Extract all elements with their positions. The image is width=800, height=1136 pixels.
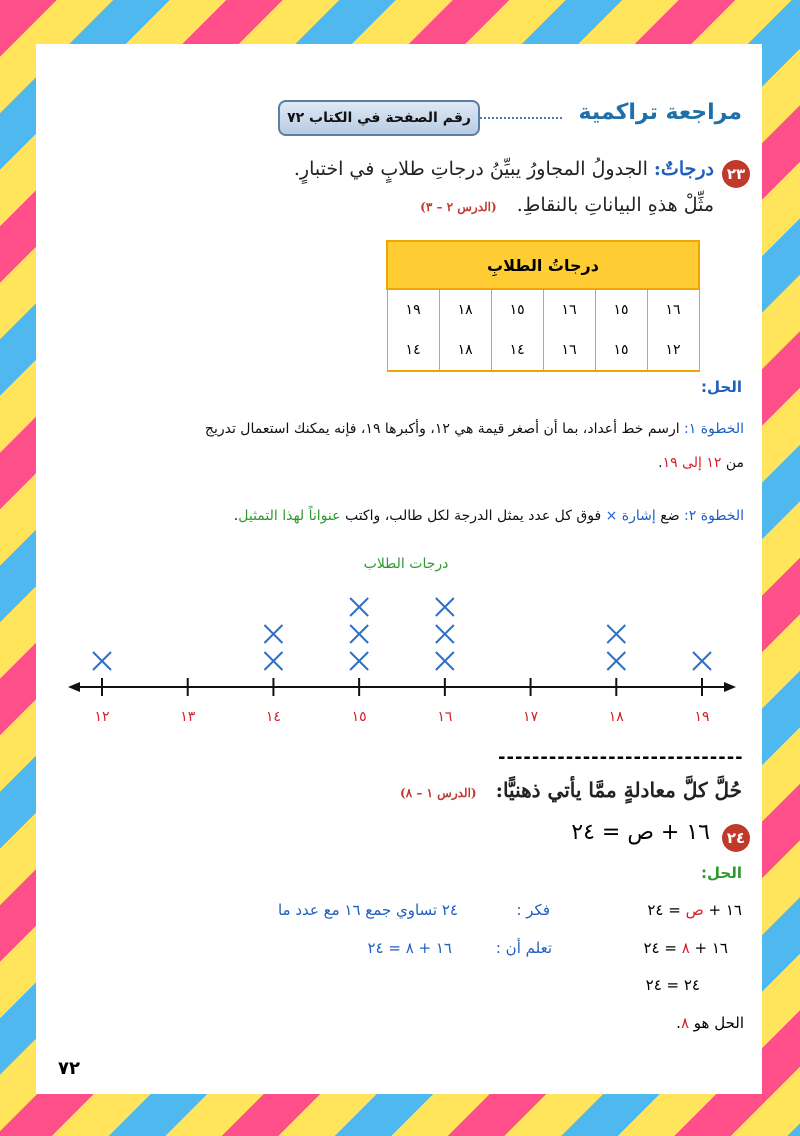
tick-label: ١٥ <box>351 709 367 725</box>
q24-lesson-reference: (الدرس ١ – ٨) <box>400 786 477 800</box>
eq-step-1-var: ص <box>685 901 704 919</box>
think-text: ٢٤ تساوي جمع ١٦ مع عدد ما <box>277 901 458 919</box>
eq-step-2 <box>643 939 728 957</box>
data-point-x-mark <box>350 625 368 643</box>
q24-instruction: حُلَّ كلَّ معادلةٍ ممَّا يأتي ذهنيًّا: <box>495 778 742 802</box>
tick-label: ١٨ <box>608 709 624 725</box>
question-text-1: الجدولُ المجاورُ يبيِّنُ درجاتِ طلابٍ في اختبارٍ. <box>293 158 648 180</box>
question-number-badge: ٢٤ <box>722 824 750 852</box>
table-row <box>387 289 699 330</box>
eq-step-3: ٢٤ = ٢٤ <box>645 976 700 994</box>
eq-step-2-a: ١٦ + <box>694 939 728 957</box>
title-dotted-leader <box>476 117 562 119</box>
worksheet-page <box>36 44 762 1094</box>
step-2-mark: إشارة × <box>605 508 656 524</box>
q24-solution-label: الحل: <box>701 864 742 882</box>
data-point-x-mark <box>93 652 111 670</box>
know-text: ١٦ + ٨ = ٢٤ <box>367 939 452 957</box>
book-page-reference: رقم الصفحة في الكتاب ٧٢ <box>278 100 480 136</box>
step-1-text: ارسم خط أعداد، بما أن أصغر قيمة هي ١٢، وأكبرها ١٩، فإنه يمكنك استعمال تدريج <box>204 421 680 437</box>
step-1-label: الخطوة ١: <box>684 421 744 437</box>
solution-label: الحل: <box>701 378 742 396</box>
step-2-title: عنواناً لهذا التمثيل <box>238 508 341 524</box>
data-point-x-mark <box>607 625 625 643</box>
table-cell: ١٦ <box>543 289 595 330</box>
data-point-x-mark <box>264 625 282 643</box>
step-2 <box>54 499 744 533</box>
chart-title: درجات الطلاب <box>363 556 449 572</box>
axis-arrow-left <box>68 682 80 692</box>
lesson-reference: (الدرس ٢ – ٣) <box>420 200 497 214</box>
table-cell: ١٨ <box>439 289 491 330</box>
question-text-2: مثِّلْ هذهِ البياناتِ بالنقاطِ. <box>516 194 714 216</box>
q24-instruction-line <box>400 778 742 802</box>
step-1-cont: من <box>725 455 744 471</box>
eq-step-2-b: = ٢٤ <box>643 939 677 957</box>
table-cell: ١٥ <box>491 289 543 330</box>
final-answer-end: . <box>676 1014 681 1032</box>
table-cell: ١٤ <box>491 330 543 371</box>
tick-label: ١٢ <box>94 709 110 725</box>
table-cell: ١٨ <box>439 330 491 371</box>
eq-step-1-a: ١٦ + <box>708 901 742 919</box>
eq-step-2-var: ٨ <box>681 939 690 957</box>
step-2-label: الخطوة ٢: <box>684 508 744 524</box>
table-cell: ١٦ <box>543 330 595 371</box>
step-1-end: . <box>658 455 663 471</box>
data-point-x-mark <box>436 598 454 616</box>
final-answer-text: الحل هو <box>693 1014 744 1032</box>
table-cell: ١٢ <box>647 330 699 371</box>
tick-label: ١٦ <box>437 709 453 725</box>
know-label: تعلم أن : <box>495 939 552 957</box>
table-cell: ١٥ <box>595 289 647 330</box>
table-title: درجاتُ الطلابِ <box>387 241 699 289</box>
data-point-x-mark <box>350 652 368 670</box>
table-cell: ١٥ <box>595 330 647 371</box>
dashed-separator: ----------------------------- <box>498 747 744 768</box>
eq-step-1 <box>647 901 742 919</box>
data-point-x-mark <box>436 652 454 670</box>
page-number: ٧٢ <box>58 1058 80 1079</box>
data-point-x-mark <box>436 625 454 643</box>
table-cell: ١٩ <box>387 289 439 330</box>
section-title: مراجعة تراكمية <box>578 100 742 125</box>
axis-arrow-right <box>724 682 736 692</box>
q24-equation: ١٦ + ص = ٢٤ <box>571 820 710 845</box>
step-1 <box>54 412 744 480</box>
question-line-2 <box>420 194 714 216</box>
tick-label: ١٧ <box>523 709 539 725</box>
table-cell: ١٦ <box>647 289 699 330</box>
table-cell: ١٤ <box>387 330 439 371</box>
data-point-x-mark <box>607 652 625 670</box>
eq-step-1-b: = ٢٤ <box>647 901 681 919</box>
final-answer <box>676 1014 744 1032</box>
step-2-end: . <box>233 508 239 524</box>
question-line-1 <box>294 158 714 180</box>
line-plot-chart <box>56 544 746 734</box>
step-2-text-b: فوق كل عدد يمثل الدرجة لكل طالب، واكتب <box>344 508 602 524</box>
step-2-text-a: ضع <box>660 508 680 524</box>
data-point-x-mark <box>264 652 282 670</box>
data-point-x-mark <box>350 598 368 616</box>
question-label: درجاتٌ: <box>653 158 714 180</box>
tick-label: ١٤ <box>265 709 281 725</box>
scores-table <box>386 240 700 372</box>
tick-label: ١٩ <box>694 709 710 725</box>
final-answer-value: ٨ <box>680 1014 689 1032</box>
table-row <box>387 330 699 371</box>
data-point-x-mark <box>693 652 711 670</box>
tick-label: ١٣ <box>180 709 196 725</box>
think-label: فكر : <box>516 901 550 919</box>
step-1-range: ١٢ إلى ١٩ <box>662 455 722 471</box>
question-number-badge: ٢٣ <box>722 160 750 188</box>
